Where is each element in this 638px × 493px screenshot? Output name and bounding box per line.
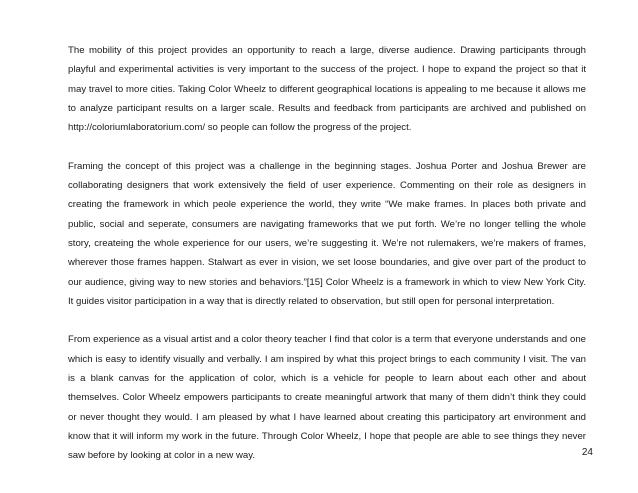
page-number: 24 — [581, 447, 593, 458]
paragraph-mobility: The mobility of this project provides an opportunity to reach a large, diverse audience. Drawing participants through playful and experimental activities is very important to the success of the project. I hope to expand the project so that it may travel to more cities. Taking Color Wheelz to different geographical locations is appealing to me because it allows me to analyze participant results on a larger scale. Results and feedback from participants are archived and published on http://coloriumlaboratorium.com/ so people can follow the progress of the project. — [68, 45, 586, 134]
paragraph-framing: Framing the concept of this project was a challenge in the beginning stages. Joshua Porter and Joshua Brewer are collaborating designers that work extensively the field of user experience. Commenting on their role as designers in creating the framework in which peole experience the world, they write “We make frames. In places both private and public, social and seperate, consumers are navigating frameworks that we put forth. We’re no longer telling the whole story, createing the whole experience for our users, we’re suggesting it. We’re not rulemakers, we’re makers of frames, wherever those frames happen. Stalwart as ever in vision, we set loose boundaries, and give over part of the product to our audience, giving way to new stories and behaviors.”[15] Color Wheelz is a framework in which to view New York City. It guides visitor participation in a way that is directly related to observation, but still open for personal interpretation. — [68, 160, 586, 307]
paragraph-experience: From experience as a visual artist and a color theory teacher I find that color is a term that everyone understands and one which is easy to identify visually and verbally. I am inspired by what this project brings to each community I visit. The van is a blank canvas for the application of color, which is a vehicle for people to learn about each other and about themselves. Color Wheelz empowers participants to create meaningful artwork that many of them didn’t think they could or never thought they would. I am pleased by what I have learned about creating this participatory art environment and know that it will inform my work in the future. Through Color Wheelz, I hope that people are able to see things they never saw before by looking at color in a new way. — [68, 334, 586, 462]
body-text — [68, 41, 586, 466]
